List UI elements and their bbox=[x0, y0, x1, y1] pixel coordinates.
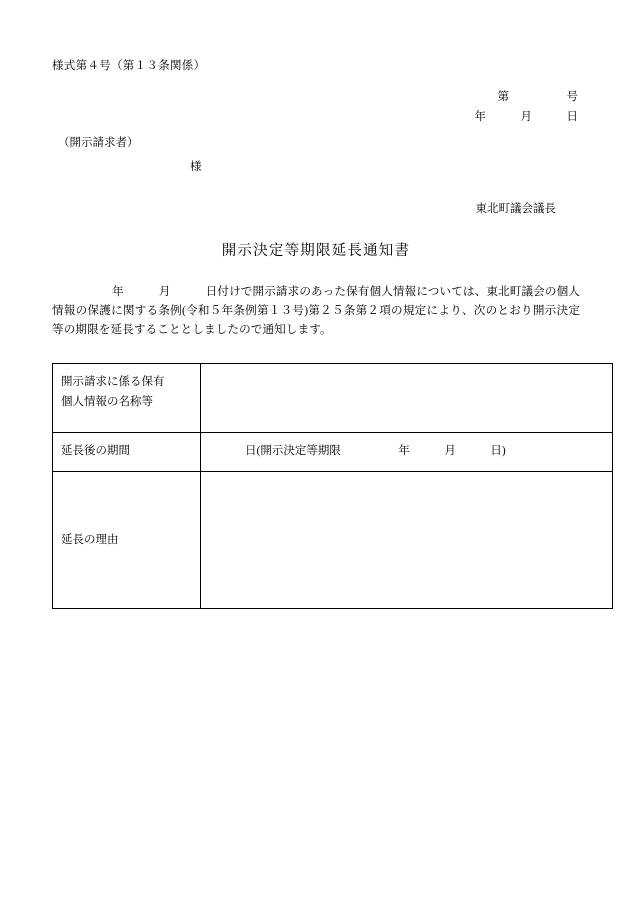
body-line-3: 決定等の期限を延長することとしましたので通知します。 bbox=[52, 304, 581, 336]
table-row bbox=[53, 433, 613, 472]
document-date: 年 月 日 bbox=[474, 111, 578, 123]
information-table bbox=[52, 363, 613, 609]
body-line-1: 年 月 日付けで開示請求のあった保有個人情報については、東北町議会の個人 bbox=[112, 285, 580, 298]
body-line-2: 情報の保護に関する条例(令和５年条例第１３号)第２５条第２項の規定により、次のとおり開示 bbox=[52, 304, 557, 317]
form-number: 様式第４号（第１３条関係） bbox=[52, 60, 206, 72]
table-row-value bbox=[201, 472, 613, 609]
table-row bbox=[53, 472, 613, 609]
table-row bbox=[53, 364, 613, 433]
requester-honorific: 様 bbox=[190, 161, 202, 173]
table-row-value bbox=[201, 364, 613, 433]
issuer-name: 東北町議会議長 bbox=[475, 203, 556, 215]
table-row-label bbox=[53, 472, 201, 609]
label-line-2: 個人情報の名称等 bbox=[61, 396, 153, 408]
label-line-1: 延長後の期間 bbox=[61, 445, 130, 457]
page-title: 開示決定等期限延長通知書 bbox=[221, 243, 411, 259]
document-content bbox=[52, 58, 580, 609]
table-row-value bbox=[201, 433, 613, 472]
requester-label: （開示請求者） bbox=[58, 137, 139, 149]
label-line-1: 開示請求に係る保有 bbox=[61, 376, 165, 388]
extension-period-value: 日(開示決定等期限 年 月 日) bbox=[245, 445, 506, 457]
body-paragraph bbox=[52, 282, 580, 339]
document-number: 第 号 bbox=[497, 91, 578, 103]
label-line-1: 延長の理由 bbox=[61, 534, 119, 546]
table-row-label bbox=[53, 433, 201, 472]
document-number-block bbox=[52, 87, 580, 127]
table-row-label bbox=[53, 364, 201, 433]
